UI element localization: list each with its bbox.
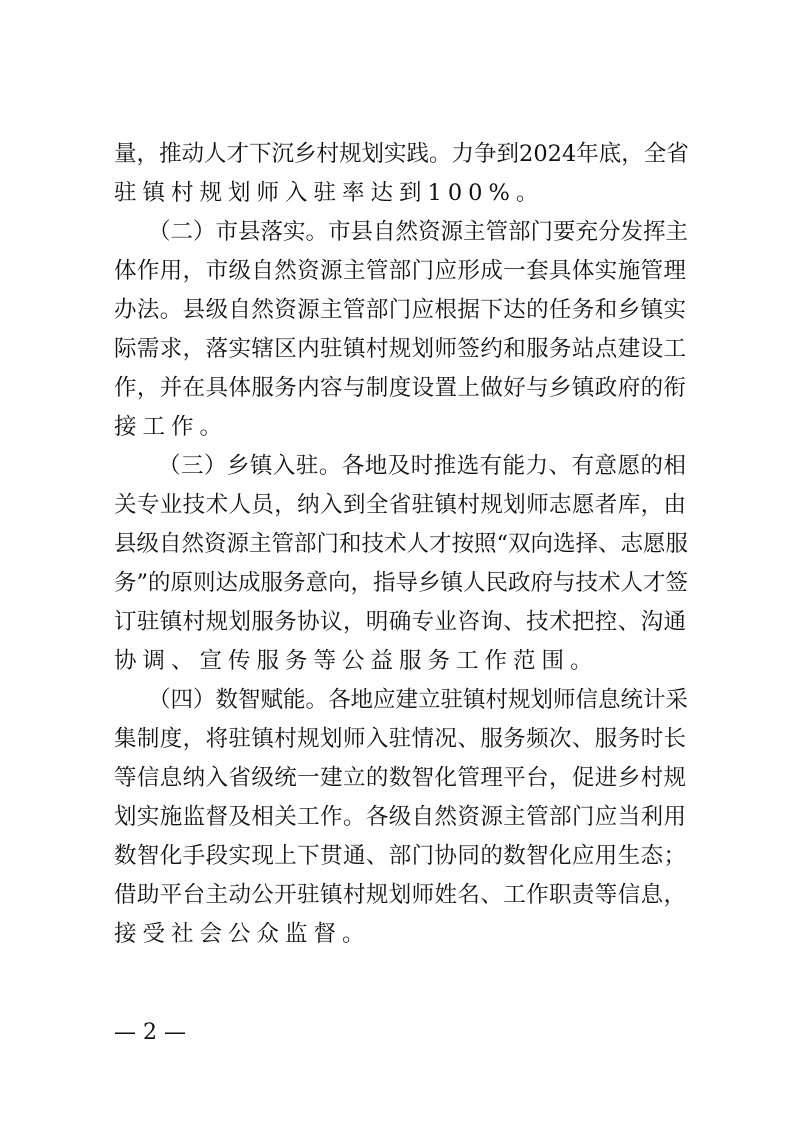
text-line: （三）乡镇入驻。各地及时推选有能力、有意愿的相 bbox=[158, 453, 686, 479]
text-line: （四）数智赋能。各地应建立驻镇村规划师信息统计采 bbox=[148, 687, 689, 713]
text-line: 集制度，将驻镇村规划师入驻情况、服务频次、服务时长 bbox=[114, 726, 686, 752]
text-line: （二）市县落实。市县自然资源主管部门要充分发挥主 bbox=[148, 219, 689, 245]
text-line: 作，并在具体服务内容与制度设置上做好与乡镇政府的衔 bbox=[114, 375, 686, 401]
text-line: 县级自然资源主管部门和技术人才按照“双向选择、志愿服 bbox=[114, 531, 689, 557]
text-line: 划实施监督及相关工作。各级自然资源主管部门应当利用 bbox=[114, 804, 686, 830]
text-line: 关专业技术人员，纳入到全省驻镇村规划师志愿者库，由 bbox=[114, 492, 686, 518]
text-line: 驻镇村规划师入驻率达到100%。 bbox=[114, 180, 545, 206]
text-line: 订驻镇村规划服务协议，明确专业咨询、技术把控、沟通 bbox=[114, 609, 686, 635]
text-line: 协调、宣传服务等公益服务工作范围。 bbox=[114, 648, 599, 674]
text-line: 借助平台主动公开驻镇村规划师姓名、工作职责等信息， bbox=[114, 882, 686, 908]
text-line: 接受社会公众监督。 bbox=[114, 921, 371, 947]
text-line: 等信息纳入省级统一建立的数智化管理平台，促进乡村规 bbox=[114, 765, 686, 791]
text-line: 体作用，市级自然资源主管部门应形成一套具体实施管理 bbox=[114, 258, 686, 284]
text-line: 际需求，落实辖区内驻镇村规划师签约和服务站点建设工 bbox=[114, 336, 686, 362]
page-number: — 2 — bbox=[114, 1020, 186, 1045]
text-line: 接工作。 bbox=[114, 414, 229, 440]
text-line: 数智化手段实现上下贯通、部门协同的数智化应用生态； bbox=[114, 843, 686, 869]
text-line: 办法。县级自然资源主管部门应根据下达的任务和乡镇实 bbox=[114, 297, 686, 323]
text-line: 量，推动人才下沉乡村规划实践。力争到2024年底，全省 bbox=[114, 141, 689, 167]
text-line: 务”的原则达成服务意向，指导乡镇人民政府与技术人才签 bbox=[114, 570, 689, 596]
